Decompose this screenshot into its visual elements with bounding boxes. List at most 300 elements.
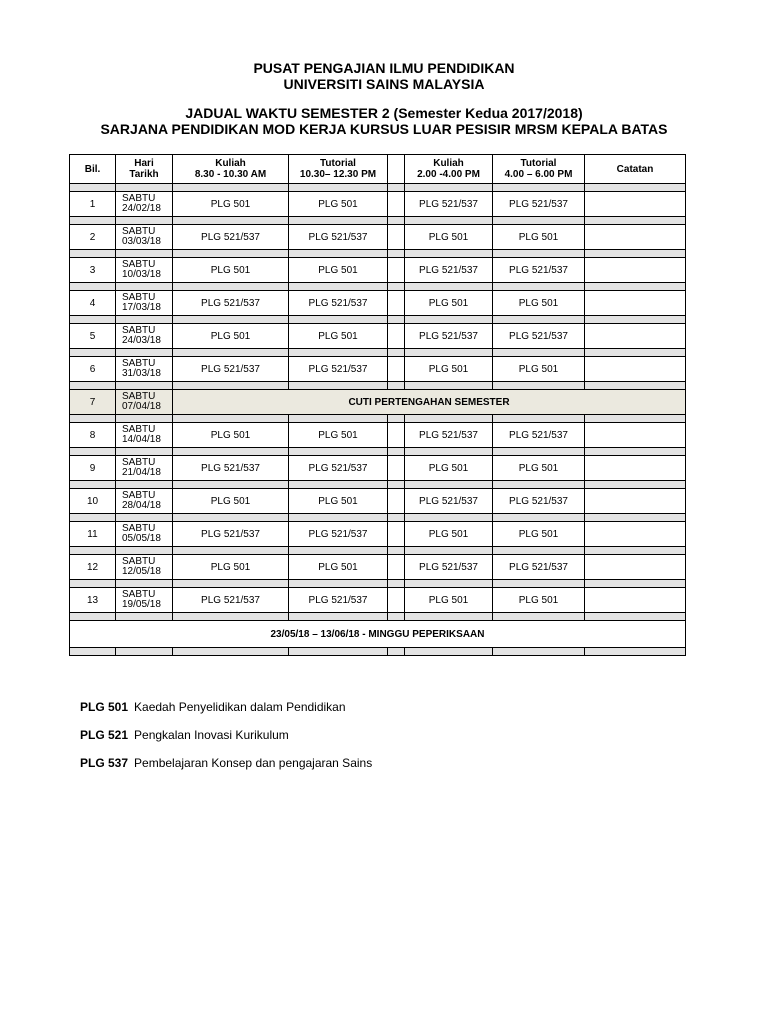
spacer-cell (116, 415, 173, 423)
spacer-cell (405, 514, 493, 522)
row-number: 1 (70, 192, 116, 217)
catatan-cell (585, 522, 686, 547)
spacer-cell (585, 382, 686, 390)
spacer-cell (70, 547, 116, 555)
kuliah-morning-cell: PLG 501 (173, 192, 289, 217)
col-tutorial-afternoon (493, 155, 585, 184)
spacer-cell (289, 448, 388, 456)
row-day-date (116, 489, 173, 514)
spacer-cell (289, 580, 388, 588)
row-date: 24/02/18 (122, 203, 161, 214)
spacer-row (70, 283, 686, 291)
spacer-cell (289, 648, 388, 656)
spacer-cell (289, 415, 388, 423)
row-date: 17/03/18 (122, 302, 161, 313)
spacer-cell (493, 547, 585, 555)
spacer-cell (405, 349, 493, 357)
spacer-cell (493, 283, 585, 291)
spacer-cell (173, 648, 289, 656)
spacer-cell (585, 448, 686, 456)
kuliah-morning-cell: PLG 521/537 (173, 291, 289, 316)
spacer-cell (289, 514, 388, 522)
table-row (70, 192, 686, 217)
spacer-row (70, 184, 686, 192)
spacer-cell (116, 648, 173, 656)
spacer-row (70, 349, 686, 357)
row-day-date (116, 555, 173, 580)
spacer-cell (585, 283, 686, 291)
tutorial-morning-cell: PLG 501 (289, 192, 388, 217)
spacer-cell (388, 184, 405, 192)
kuliah-afternoon-cell: PLG 501 (405, 522, 493, 547)
spacer-cell (388, 225, 405, 250)
spacer-cell (70, 217, 116, 225)
row-date: 28/04/18 (122, 500, 161, 511)
spacer-cell (388, 489, 405, 514)
table-row (70, 324, 686, 349)
catatan-cell (585, 324, 686, 349)
spacer-cell (493, 613, 585, 621)
row-day-date (116, 390, 173, 415)
spacer-cell (405, 613, 493, 621)
table-row (70, 588, 686, 613)
kuliah-afternoon-cell: PLG 521/537 (405, 489, 493, 514)
row-day-date (116, 357, 173, 382)
spacer-cell (388, 613, 405, 621)
row-number: 2 (70, 225, 116, 250)
catatan-cell (585, 489, 686, 514)
spacer-cell (388, 547, 405, 555)
legend-item (80, 700, 346, 714)
spacer-cell (173, 415, 289, 423)
spacer-cell (70, 283, 116, 291)
spacer-cell (116, 481, 173, 489)
university-name: UNIVERSITI SAINS MALAYSIA (283, 76, 485, 92)
kuliah-afternoon-cell: PLG 501 (405, 225, 493, 250)
spacer-cell (173, 349, 289, 357)
spacer-cell (493, 514, 585, 522)
exam-row (70, 621, 686, 648)
legend-description: Kaedah Penyelidikan dalam Pendidikan (134, 700, 346, 714)
spacer-cell (493, 580, 585, 588)
kuliah-afternoon-cell: PLG 501 (405, 588, 493, 613)
row-day-date (116, 456, 173, 481)
spacer-cell (173, 580, 289, 588)
spacer-cell (116, 184, 173, 192)
spacer-cell (289, 184, 388, 192)
spacer-cell (289, 547, 388, 555)
spacer-cell (289, 481, 388, 489)
table-row (70, 522, 686, 547)
row-number: 10 (70, 489, 116, 514)
kuliah-morning-cell: PLG 501 (173, 324, 289, 349)
spacer-cell (70, 250, 116, 258)
col-tutorial-morning-time: 10.30– 12.30 PM (299, 169, 377, 180)
spacer-cell (116, 613, 173, 621)
catatan-cell (585, 357, 686, 382)
spacer-cell (116, 316, 173, 324)
row-day-date (116, 291, 173, 316)
legend-description: Pengkalan Inovasi Kurikulum (134, 728, 289, 742)
spacer-cell (585, 514, 686, 522)
col-hari-tarikh (116, 155, 173, 184)
tutorial-afternoon-cell: PLG 521/537 (493, 258, 585, 283)
row-day-date (116, 522, 173, 547)
spacer-cell (116, 250, 173, 258)
row-date: 14/04/18 (122, 434, 161, 445)
spacer-cell (585, 481, 686, 489)
spacer-cell (405, 283, 493, 291)
row-day-date (116, 588, 173, 613)
kuliah-afternoon-cell: PLG 521/537 (405, 555, 493, 580)
spacer-cell (70, 184, 116, 192)
kuliah-morning-cell: PLG 521/537 (173, 357, 289, 382)
col-kuliah-afternoon-time: 2.00 -4.00 PM (417, 169, 480, 180)
row-number: 12 (70, 555, 116, 580)
spacer-cell (493, 316, 585, 324)
tutorial-morning-cell: PLG 521/537 (289, 522, 388, 547)
kuliah-morning-cell: PLG 521/537 (173, 588, 289, 613)
spacer-cell (585, 613, 686, 621)
row-day-date (116, 324, 173, 349)
spacer-cell (289, 382, 388, 390)
catatan-cell (585, 192, 686, 217)
timetable-title: JADUAL WAKTU SEMESTER 2 (Semester Kedua 2017/2018) (185, 105, 583, 121)
catatan-cell (585, 588, 686, 613)
kuliah-afternoon-cell: PLG 521/537 (405, 192, 493, 217)
row-date: 19/05/18 (122, 599, 161, 610)
spacer-cell (116, 349, 173, 357)
spacer-cell (585, 580, 686, 588)
spacer-cell (585, 250, 686, 258)
kuliah-morning-cell: PLG 521/537 (173, 225, 289, 250)
col-kuliah-afternoon-label: Kuliah (433, 158, 464, 169)
table-row (70, 225, 686, 250)
spacer-row (70, 481, 686, 489)
spacer-cell (388, 588, 405, 613)
kuliah-afternoon-cell: PLG 501 (405, 357, 493, 382)
spacer-cell (70, 514, 116, 522)
spacer-cell (388, 349, 405, 357)
spacer-cell (388, 580, 405, 588)
spacer-cell (289, 316, 388, 324)
row-day: SABTU (122, 358, 156, 369)
spacer-cell (116, 283, 173, 291)
tutorial-morning-cell: PLG 521/537 (289, 456, 388, 481)
spacer-cell (388, 291, 405, 316)
spacer-cell (388, 423, 405, 448)
kuliah-morning-cell: PLG 521/537 (173, 456, 289, 481)
spacer-cell (70, 613, 116, 621)
row-date: 05/05/18 (122, 533, 161, 544)
spacer-row (70, 448, 686, 456)
tutorial-afternoon-cell: PLG 521/537 (493, 489, 585, 514)
spacer-cell (405, 648, 493, 656)
kuliah-morning-cell: PLG 501 (173, 489, 289, 514)
spacer-cell (405, 217, 493, 225)
col-tutorial-morning (289, 155, 388, 184)
table-row (70, 489, 686, 514)
spacer-row (70, 217, 686, 225)
spacer-row (70, 547, 686, 555)
table-header-row (70, 155, 686, 184)
spacer-cell (116, 382, 173, 390)
col-kuliah-morning-label: Kuliah (215, 158, 246, 169)
spacer-cell (585, 217, 686, 225)
spacer-cell (493, 217, 585, 225)
legend-code: PLG 521 (80, 728, 129, 742)
row-day-date (116, 225, 173, 250)
spacer-cell (173, 514, 289, 522)
row-number: 11 (70, 522, 116, 547)
col-tutorial-morning-label: Tutorial (320, 158, 356, 169)
program-title: SARJANA PENDIDIKAN MOD KERJA KURSUS LUAR PESISIR MRSM KEPALA BATAS (100, 121, 668, 137)
col-kuliah-morning (173, 155, 289, 184)
spacer-cell (388, 514, 405, 522)
row-number: 13 (70, 588, 116, 613)
kuliah-afternoon-cell: PLG 521/537 (405, 324, 493, 349)
spacer-cell (585, 415, 686, 423)
tutorial-afternoon-cell: PLG 501 (493, 225, 585, 250)
tutorial-afternoon-cell: PLG 501 (493, 357, 585, 382)
kuliah-afternoon-cell: PLG 501 (405, 291, 493, 316)
spacer-cell (388, 481, 405, 489)
row-day: SABTU (122, 523, 156, 534)
spacer-cell (388, 415, 405, 423)
row-number: 4 (70, 291, 116, 316)
spacer-cell (585, 184, 686, 192)
spacer-cell (405, 547, 493, 555)
row-day: SABTU (122, 556, 156, 567)
spacer-cell (585, 349, 686, 357)
catatan-cell (585, 423, 686, 448)
spacer-cell (173, 283, 289, 291)
spacer-cell (585, 316, 686, 324)
exam-note: 23/05/18 – 13/06/18 - MINGGU PEPERIKSAAN (70, 621, 686, 648)
row-day: SABTU (122, 325, 156, 336)
spacer-cell (493, 415, 585, 423)
row-day: SABTU (122, 226, 156, 237)
spacer-cell (116, 514, 173, 522)
spacer-cell (388, 217, 405, 225)
tutorial-morning-cell: PLG 521/537 (289, 225, 388, 250)
spacer-cell (388, 258, 405, 283)
kuliah-afternoon-cell: PLG 501 (405, 456, 493, 481)
spacer-cell (70, 481, 116, 489)
kuliah-afternoon-cell: PLG 521/537 (405, 258, 493, 283)
kuliah-afternoon-cell: PLG 521/537 (405, 423, 493, 448)
spacer-cell (173, 217, 289, 225)
row-day: SABTU (122, 490, 156, 501)
row-day: SABTU (122, 292, 156, 303)
spacer-cell (493, 448, 585, 456)
col-hari-label: Hari (134, 158, 154, 169)
spacer-cell (493, 184, 585, 192)
catatan-cell (585, 225, 686, 250)
spacer-cell (173, 547, 289, 555)
tutorial-afternoon-cell: PLG 501 (493, 522, 585, 547)
row-day-date (116, 423, 173, 448)
spacer-cell (173, 316, 289, 324)
table-row (70, 291, 686, 316)
row-day-date (116, 192, 173, 217)
spacer-row (70, 415, 686, 423)
row-number: 5 (70, 324, 116, 349)
legend-description: Pembelajaran Konsep dan pengajaran Sains (134, 756, 373, 770)
tutorial-morning-cell: PLG 501 (289, 555, 388, 580)
spacer-cell (585, 648, 686, 656)
row-day: SABTU (122, 457, 156, 468)
spacer-cell (388, 382, 405, 390)
spacer-cell (289, 217, 388, 225)
col-kuliah-morning-time: 8.30 - 10.30 AM (194, 169, 267, 180)
spacer-cell (585, 547, 686, 555)
tutorial-afternoon-cell: PLG 521/537 (493, 423, 585, 448)
spacer-cell (493, 648, 585, 656)
spacer-cell (70, 648, 116, 656)
tutorial-afternoon-cell: PLG 521/537 (493, 192, 585, 217)
spacer-cell (388, 357, 405, 382)
spacer-cell (173, 382, 289, 390)
spacer-cell (289, 283, 388, 291)
row-date: 31/03/18 (122, 368, 161, 379)
legend-item (80, 756, 372, 770)
row-number: 7 (70, 390, 116, 415)
row-day-date (116, 258, 173, 283)
spacer-cell (405, 250, 493, 258)
spacer-cell (493, 382, 585, 390)
table-row (70, 456, 686, 481)
spacer-cell (70, 448, 116, 456)
row-date: 24/03/18 (122, 335, 161, 346)
row-day: SABTU (122, 259, 156, 270)
col-tutorial-afternoon-label: Tutorial (520, 158, 557, 169)
spacer-row (70, 514, 686, 522)
tutorial-morning-cell: PLG 501 (289, 324, 388, 349)
spacer-cell (388, 456, 405, 481)
row-number: 6 (70, 357, 116, 382)
spacer-cell (173, 481, 289, 489)
catatan-cell (585, 258, 686, 283)
col-bil: Bil. (70, 155, 116, 184)
spacer-cell (405, 184, 493, 192)
spacer-cell (388, 555, 405, 580)
col-spacer (388, 155, 405, 184)
kuliah-morning-cell: PLG 501 (173, 555, 289, 580)
table-row (70, 390, 686, 415)
tutorial-morning-cell: PLG 501 (289, 423, 388, 448)
row-number: 9 (70, 456, 116, 481)
tutorial-afternoon-cell: PLG 521/537 (493, 324, 585, 349)
row-day: SABTU (122, 391, 156, 402)
table-row (70, 423, 686, 448)
spacer-cell (493, 349, 585, 357)
catatan-cell (585, 555, 686, 580)
spacer-cell (116, 448, 173, 456)
spacer-cell (405, 580, 493, 588)
col-tutorial-afternoon-time: 4.00 – 6.00 PM (504, 169, 573, 180)
spacer-cell (289, 613, 388, 621)
table-row (70, 555, 686, 580)
spacer-row (70, 580, 686, 588)
spacer-cell (388, 316, 405, 324)
col-catatan: Catatan (585, 155, 686, 184)
legend-code: PLG 501 (80, 700, 129, 714)
spacer-cell (388, 648, 405, 656)
spacer-row (70, 382, 686, 390)
row-day: SABTU (122, 193, 156, 204)
row-date: 12/05/18 (122, 566, 161, 577)
kuliah-morning-cell: PLG 501 (173, 258, 289, 283)
tutorial-morning-cell: PLG 521/537 (289, 357, 388, 382)
spacer-cell (405, 382, 493, 390)
tutorial-afternoon-cell: PLG 501 (493, 588, 585, 613)
catatan-cell (585, 291, 686, 316)
row-date: 07/04/18 (122, 401, 161, 412)
spacer-cell (388, 250, 405, 258)
row-day: SABTU (122, 589, 156, 600)
spacer-cell (405, 448, 493, 456)
spacer-cell (405, 415, 493, 423)
spacer-cell (70, 382, 116, 390)
row-date: 03/03/18 (122, 236, 161, 247)
spacer-row (70, 316, 686, 324)
spacer-cell (388, 283, 405, 291)
spacer-row (70, 648, 686, 656)
row-number: 3 (70, 258, 116, 283)
spacer-cell (493, 481, 585, 489)
spacer-cell (493, 250, 585, 258)
row-date: 10/03/18 (122, 269, 161, 280)
spacer-cell (388, 192, 405, 217)
catatan-cell (585, 456, 686, 481)
school-name: PUSAT PENGAJIAN ILMU PENDIDIKAN (253, 60, 515, 76)
tutorial-morning-cell: PLG 521/537 (289, 588, 388, 613)
spacer-cell (173, 184, 289, 192)
kuliah-morning-cell: PLG 521/537 (173, 522, 289, 547)
spacer-cell (116, 547, 173, 555)
spacer-cell (70, 316, 116, 324)
kuliah-morning-cell: PLG 501 (173, 423, 289, 448)
spacer-cell (405, 481, 493, 489)
tutorial-afternoon-cell: PLG 501 (493, 291, 585, 316)
table-row (70, 357, 686, 382)
spacer-cell (173, 613, 289, 621)
tutorial-morning-cell: PLG 501 (289, 258, 388, 283)
legend-code: PLG 537 (80, 756, 129, 770)
col-tarikh-label: Tarikh (129, 169, 159, 180)
legend-item (80, 728, 289, 742)
spacer-cell (289, 250, 388, 258)
tutorial-morning-cell: PLG 501 (289, 489, 388, 514)
spacer-cell (173, 250, 289, 258)
spacer-row (70, 613, 686, 621)
spacer-cell (173, 448, 289, 456)
tutorial-afternoon-cell: PLG 521/537 (493, 555, 585, 580)
timetable (69, 154, 686, 656)
row-date: 21/04/18 (122, 467, 161, 478)
spacer-cell (388, 324, 405, 349)
spacer-cell (70, 415, 116, 423)
spacer-cell (70, 580, 116, 588)
row-number: 8 (70, 423, 116, 448)
spacer-cell (116, 580, 173, 588)
tutorial-afternoon-cell: PLG 501 (493, 456, 585, 481)
spacer-cell (388, 522, 405, 547)
spacer-cell (70, 349, 116, 357)
tutorial-morning-cell: PLG 521/537 (289, 291, 388, 316)
spacer-cell (116, 217, 173, 225)
